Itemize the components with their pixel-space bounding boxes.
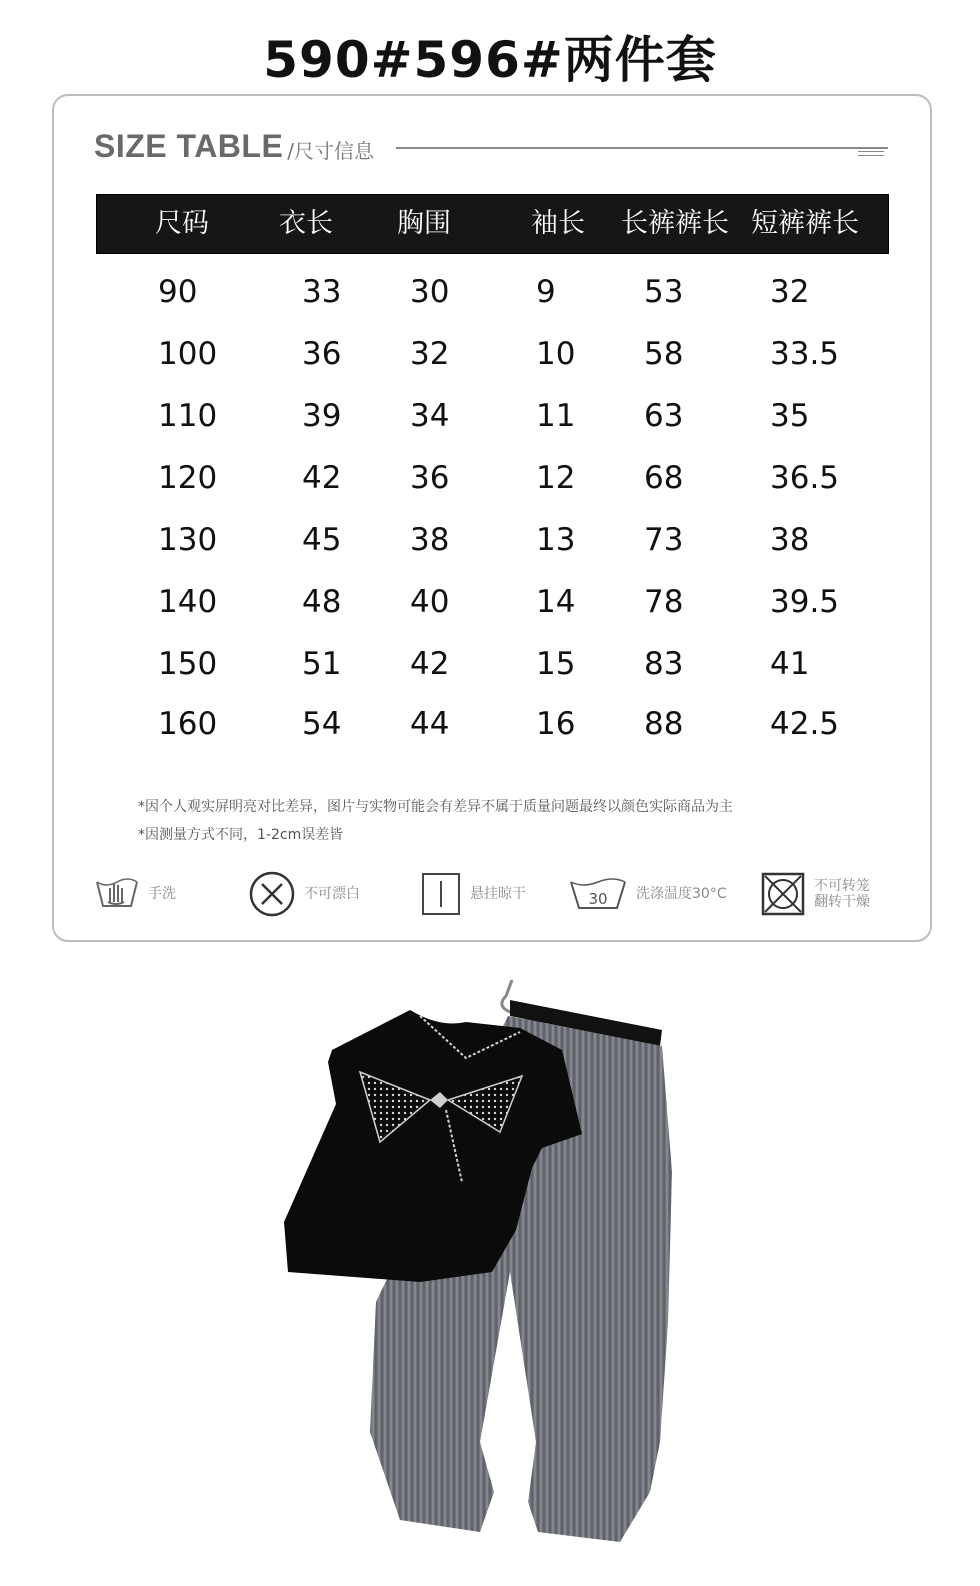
cell-length: 45 [302,522,342,558]
cell-length: 39 [302,398,342,434]
cell-trouser-length: 53 [644,274,684,310]
cell-size: 120 [158,460,218,496]
menu-lines-icon [858,147,884,159]
care-label-no-bleach: 不可漂白 [304,886,360,902]
size-table-title: SIZE TABLE [94,127,284,164]
care-label-line-2: 翻转干燥 [814,894,870,910]
cell-sleeve: 15 [536,646,576,682]
note-color-difference: *因个人观实屏明亮对比差异，图片与实物可能会有差异不属于质量问题最终以颜色实际商品为主 [138,799,733,815]
cell-sleeve: 14 [536,584,576,620]
no-tumble-dry-icon [760,871,806,917]
product-photo [270,972,690,1562]
cell-chest: 38 [410,522,450,558]
cell-shorts-length: 32 [770,274,810,310]
cell-shorts-length: 35 [770,398,810,434]
cell-trouser-length: 73 [644,522,684,558]
hang-dry-icon [420,871,462,917]
table-row [54,706,930,746]
cell-length: 48 [302,584,342,620]
cell-chest: 36 [410,460,450,496]
table-row [54,460,930,500]
column-header-sleeve: 袖长 [531,208,585,239]
cell-size: 100 [158,336,218,372]
cell-size: 130 [158,522,218,558]
column-header-length: 衣长 [279,208,333,239]
care-label-hand-wash: 手洗 [148,886,176,902]
care-no-tumble-dry [760,870,870,918]
care-hang-dry [420,870,526,918]
cell-shorts-length: 38 [770,522,810,558]
cell-length: 51 [302,646,342,682]
cell-size: 140 [158,584,218,620]
cell-sleeve: 12 [536,460,576,496]
column-header-shorts-length: 短裤裤长 [751,208,859,239]
cell-chest: 44 [410,706,450,742]
table-row [54,522,930,562]
cell-size: 160 [158,706,218,742]
cell-sleeve: 10 [536,336,576,372]
cell-size: 110 [158,398,218,434]
cell-chest: 34 [410,398,450,434]
cell-length: 36 [302,336,342,372]
table-header-row [96,194,889,254]
cell-length: 33 [302,274,342,310]
size-table-card [52,94,932,942]
no-bleach-icon [248,870,296,918]
table-row [54,336,930,376]
cell-shorts-length: 41 [770,646,810,682]
cell-sleeve: 13 [536,522,576,558]
hand-wash-icon [94,874,140,914]
note-measurement-error: *因测量方式不同，1-2cm误差皆 [138,827,344,843]
column-header-size: 尺码 [155,208,209,239]
cell-shorts-length: 36.5 [770,460,840,496]
cell-chest: 30 [410,274,450,310]
column-header-chest: 胸围 [397,208,451,239]
cell-sleeve: 11 [536,398,576,434]
cell-sleeve: 9 [536,274,556,310]
cell-shorts-length: 33.5 [770,336,840,372]
care-label-line-1: 不可转笼 [814,878,870,894]
cell-shorts-length: 39.5 [770,584,840,620]
care-label-wash-30: 洗涤温度30°C [636,886,727,902]
cell-sleeve: 16 [536,706,576,742]
cell-trouser-length: 83 [644,646,684,682]
column-header-trouser-length: 长裤裤长 [621,208,729,239]
cell-trouser-length: 63 [644,398,684,434]
care-label-no-tumble-dry [814,878,870,910]
cell-length: 42 [302,460,342,496]
cell-length: 54 [302,706,342,742]
table-row [54,646,930,686]
care-no-bleach [248,870,360,918]
cell-chest: 32 [410,336,450,372]
care-wash-30 [568,870,727,918]
table-row [54,398,930,438]
header-divider [396,147,888,149]
cell-size: 150 [158,646,218,682]
cell-trouser-length: 68 [644,460,684,496]
cell-size: 90 [158,274,198,310]
cell-chest: 40 [410,584,450,620]
wash-temp-text: 30 [588,890,608,908]
cell-trouser-length: 88 [644,706,684,742]
cell-trouser-length: 58 [644,336,684,372]
cell-trouser-length: 78 [644,584,684,620]
care-label-hang-dry: 悬挂晾干 [470,886,526,902]
size-table-header [94,126,884,166]
size-table-subtitle: /尺寸信息 [287,138,375,163]
page-title: 590#596#两件套 [263,31,717,89]
table-row [54,274,930,314]
care-hand-wash [94,870,176,918]
cell-chest: 42 [410,646,450,682]
wash-30-icon [568,874,628,914]
cell-shorts-length: 42.5 [770,706,840,742]
table-row [54,584,930,624]
